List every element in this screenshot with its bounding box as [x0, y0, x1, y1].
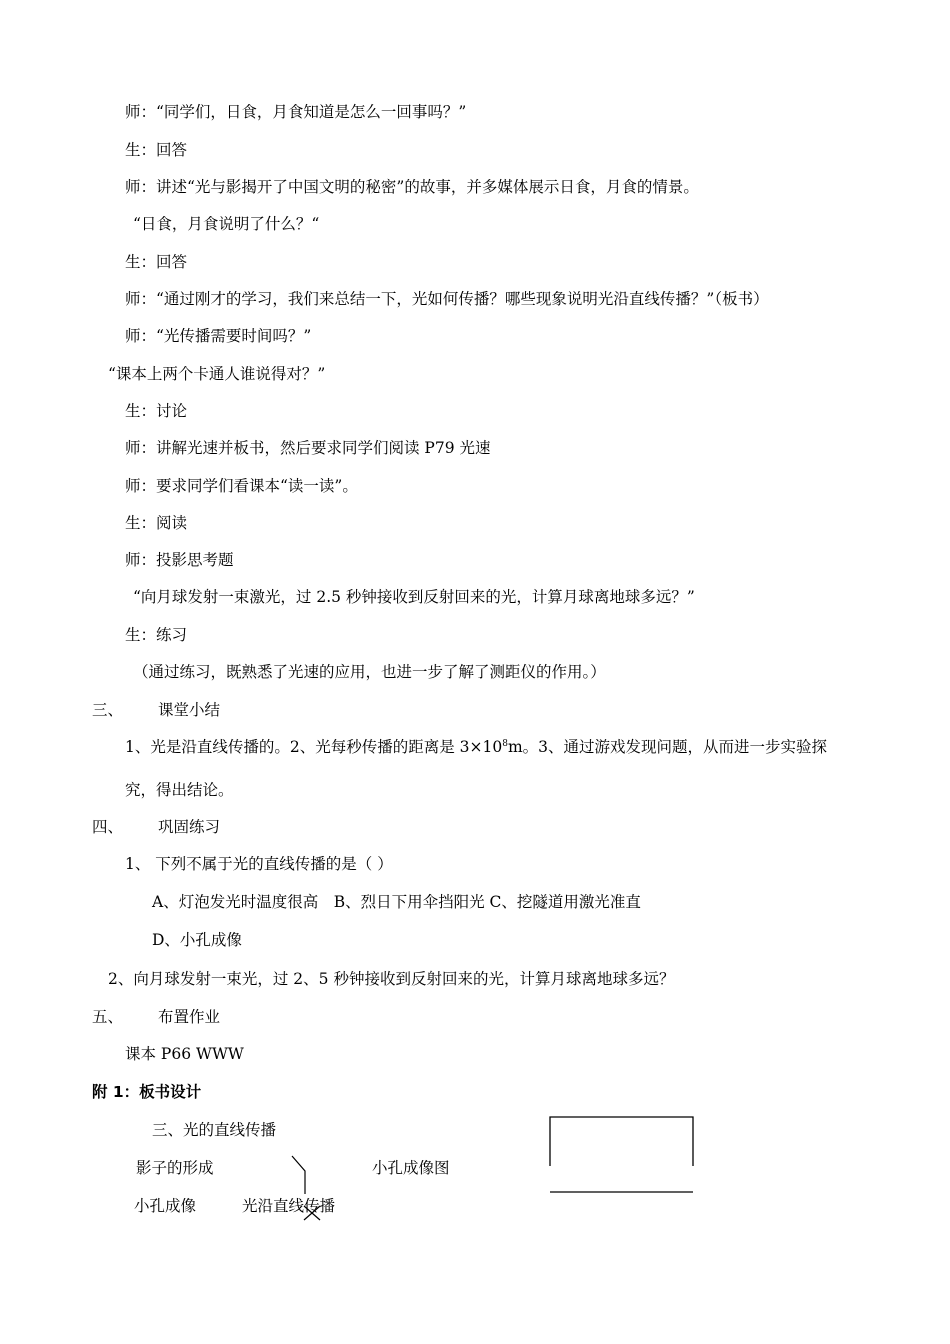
dialogue-line-11: 师：要求同学们看课本“读一读”。 [125, 477, 358, 495]
exercise-question-1-options-row1: A、灯泡发光时温度很高 B、烈日下用伞挡阳光 C、挖隧道用激光准直 [152, 893, 641, 911]
exercise-question-1: 1、 下列不属于光的直线传播的是（ ） [125, 855, 393, 873]
dialogue-line-15: 生：练习 [125, 626, 188, 644]
pinhole-box-drawing [550, 1117, 693, 1192]
dialogue-line-2: 生：回答 [125, 141, 188, 159]
section4-number: 四、 [92, 818, 124, 836]
dialogue-line-6: 师：“通过刚才的学习，我们来总结一下，光如何传播？哪些现象说明光沿直线传播？”（板书） [125, 290, 769, 308]
appendix-title: 附 1：板书设计 [92, 1083, 202, 1101]
dialogue-line-16: （通过练习，既熟悉了光速的应用，也进一步了解了测距仪的作用。） [133, 663, 606, 681]
section3-summary-part-b: m。3、通过游戏发现问题，从而进一步实验探 [507, 738, 828, 756]
board-title: 三、光的直线传播 [152, 1121, 277, 1139]
section3-summary-part-a: 1、光是沿直线传播的。2、光每秒传播的距离是 3×10 [125, 738, 503, 756]
pinhole-box [550, 1117, 693, 1166]
section3-number: 三、 [92, 701, 124, 719]
dialogue-line-13: 师：投影思考题 [125, 551, 234, 569]
dialogue-line-14: “向月球发射一束激光，过 2.5 秒钟接收到反射回来的光，计算月球离地球多远？” [133, 588, 695, 606]
exercise-question-1-options-row2: D、小孔成像 [152, 931, 242, 949]
section3-summary-exponent: 8 [502, 738, 508, 749]
dialogue-line-3: 师：讲述“光与影揭开了中国文明的秘密”的故事，并多媒体展示日食，月食的情景。 [125, 178, 699, 196]
dialogue-line-8: “课本上两个卡通人谁说得对？” [108, 365, 326, 383]
dialogue-line-10: 师：讲解光速并板书，然后要求同学们阅读 P79 光速 [125, 439, 491, 457]
dialogue-line-1: 师：“同学们，日食，月食知道是怎么一回事吗？” [125, 103, 467, 121]
section3-title: 课堂小结 [158, 701, 221, 719]
exercise-question-2: 2、向月球发射一束光，过 2、5 秒钟接收到反射回来的光，计算月球离地球多远？ [108, 970, 675, 988]
board-item-straight-line: 光沿直线传播 [242, 1197, 336, 1215]
board-item-shadow: 影子的形成 [136, 1159, 214, 1177]
section5-number: 五、 [92, 1008, 124, 1026]
dialogue-line-7: 师：“光传播需要时间吗？” [125, 327, 312, 345]
bracket-line [292, 1156, 305, 1194]
dialogue-line-12: 生：阅读 [125, 514, 188, 532]
board-item-pinhole: 小孔成像 [134, 1197, 197, 1215]
dialogue-line-5: 生：回答 [125, 253, 188, 271]
section5-title: 布置作业 [158, 1008, 221, 1026]
section4-title: 巩固练习 [158, 818, 221, 836]
dialogue-line-4: “日食，月食说明了什么？“ [133, 215, 320, 233]
homework-content: 课本 P66 WWW [125, 1045, 244, 1063]
section3-summary-line2: 究，得出结论。 [125, 781, 234, 799]
bracket-lines [292, 1156, 320, 1220]
board-item-pinhole-figure: 小孔成像图 [372, 1159, 450, 1177]
dialogue-line-9: 生：讨论 [125, 402, 188, 420]
